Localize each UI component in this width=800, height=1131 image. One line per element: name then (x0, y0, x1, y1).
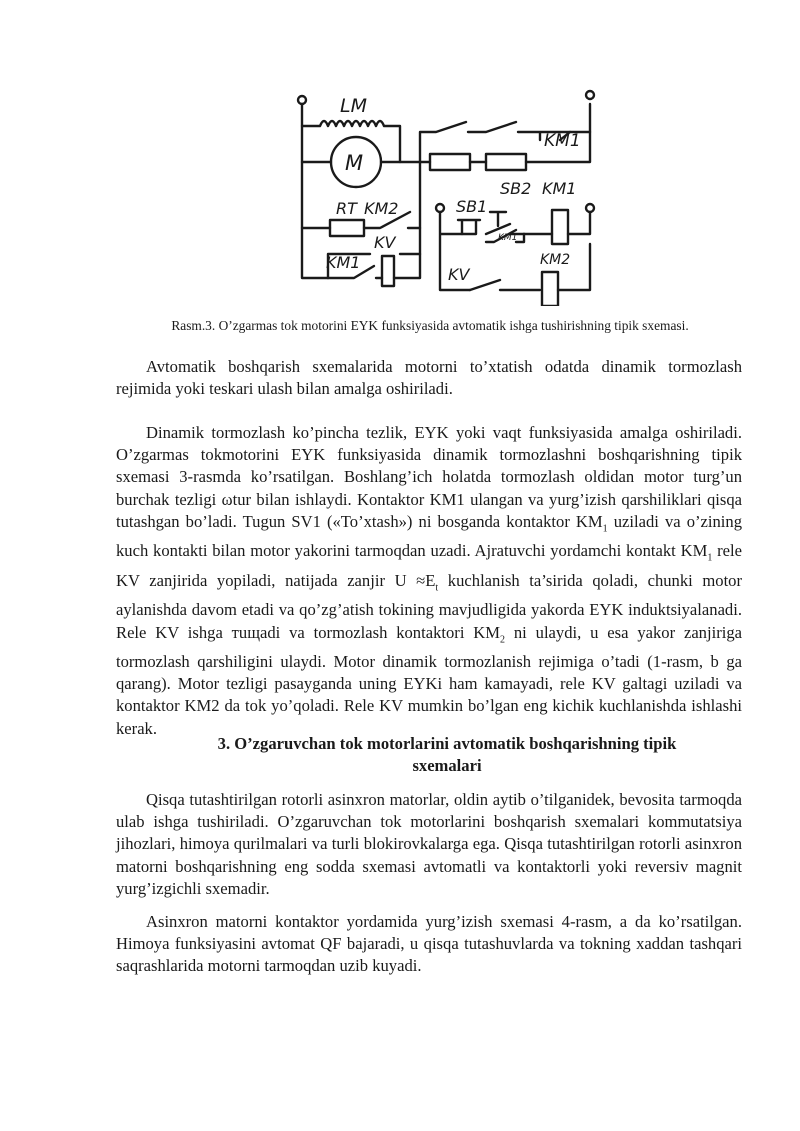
circuit-diagram (290, 84, 610, 306)
paragraph-2-part-d: kuchlanish ta’sirida qoladi, chunki motor aylanishda davom etadi va qo’zg’atish tokining mavjudligida yakorda EYK induktsiyalanadi. Rele KV ishga тuщadi va tormozlash kontaktori KM (116, 570, 743, 642)
label-kv-left: KV (374, 233, 396, 252)
label-kv-right: KV (448, 265, 470, 284)
figure-caption: Rasm.3. O’zgarmas tok motorini EYK funksiyasida avtomatik ishga tushirishning tipik sxemasi. (171, 318, 689, 333)
label-sb2: SB2 (500, 179, 532, 198)
paragraph-4 (116, 911, 742, 978)
kv-coil (382, 256, 394, 286)
label-rt: RT (336, 199, 357, 218)
km2-contact (364, 162, 420, 228)
label-km1-right: KM1 (542, 179, 577, 198)
paragraph-2-part-a: Dinamik tormozlash ko’pincha tezlik, EYK yoki vaqt funksiyasida amalga oshiriladi. O’zgarmas tokmotorini EYK funksiyasida dinamik tormozlashni boshqarishning tipik sxemasi 3-rasmda ko’rsatilgan. Boshlang’ich holatda tormozlash oldidan motor turg’un burchak tezligi ωtur bilan ishlaydi. Kontaktor KM1 ulangan va yurg’izish qarshiliklari qisqa tutashgan bo’ladi. Tugun SV1 («To’xtash») ni bosganda kontaktor KM (116, 423, 742, 531)
paragraph-3 (116, 789, 742, 900)
paragraph-2 (116, 422, 742, 740)
subscript-3: t (435, 582, 439, 594)
start-resistor-2 (486, 154, 526, 170)
left-bus-wire (302, 104, 328, 278)
subscript-2: 1 (707, 552, 713, 564)
sb2-button (486, 212, 524, 234)
paragraph-4-text: Asinxron matorni kontaktor yordamida yurg’izish sxemasi 4-rasm, a da ko’rsatilgan. Himoya funksiyasini avtomat QF bajaradi, u qisqa tutashuvlarda va tokning xaddan tashqari saqrashlarida motorni tarmoqdan uzib kuyadi. (116, 912, 742, 976)
label-km2-right: KM2 (540, 252, 571, 268)
label-km2-left: KM2 (364, 199, 399, 218)
kv-contact (470, 280, 540, 290)
paragraph-1 (116, 356, 742, 400)
label-km1-left: KM1 (326, 253, 361, 272)
paragraph-2-part-b: uziladi va o’zining kuch kontakti bilan motor yakorini tarmoqdan uzadi. Ajratuvchi yordamchi kontakt KM (116, 511, 742, 561)
section-heading (116, 733, 742, 778)
label-km1-top: KM1 (544, 131, 581, 151)
braking-resistor-rt (330, 220, 364, 236)
label-km1-contact: KM1 (498, 233, 518, 243)
label-m: M (345, 151, 364, 175)
paragraph-2-text (116, 422, 742, 740)
section-heading-line-2: sxemalari (412, 756, 482, 776)
paragraph-2-part-e: ni ulaydi, u esa yakor zanjiriga tormozlash qarshiligini ulaydi. Motor dinamik tormozlanish rejimiga o’tadi (1-rasm, b ga qarang). Motor tezligi pasayganda uning EYKi ham kamayadi, rele KV galtagi uziladi va kontaktor KM2 da tok yo’qoladi. Rele KV mumkin bo’lgan eng kichik kuchlanishda ishlashi kerak. (116, 622, 742, 738)
km1-coil (552, 210, 568, 244)
label-lm: LM (340, 95, 367, 117)
paragraph-3-text: Qisqa tutashtirilgan rotorli asinxron matorlar, oldin aytib o’tilganidek, bevosita tarmoqda ulab ishga tushiriladi. O’zgaruvchan tok motorlarini boshqarish sxemalari kommutatsiya jihozlari, himoya qurilmalari va turli blokirovkalarga ega. Qisqa tutashtirilgan rotorli asinxron matorni boshqarishning eng sodda sxemasi avtomatli va kontaktorli yoki reversiv magnit yurg’izgichli sxemadir. (116, 790, 742, 898)
terminal-right (586, 91, 594, 99)
start-resistor-1 (430, 154, 470, 170)
subscript-4: 2 (500, 633, 506, 645)
paragraph-2-part-c: rele KV zanjirida yopiladi, natijada zanjir U ≈E (116, 541, 742, 590)
km1-coil-wires (524, 212, 590, 234)
label-sb1: SB1 (456, 197, 488, 216)
km2-coil (542, 272, 558, 306)
sb1-button (458, 220, 480, 234)
paragraph-1-text: Avtomatik boshqarish sxemalarida motorni to’xtatish odatda dinamik tormozlash rejimida yoki teskari ulash bilan amalga oshiriladi. (116, 357, 742, 399)
subscript-1: 1 (602, 523, 608, 535)
section-heading-line-1: 3. O’zgaruvchan tok motorlarini avtomatik boshqarishning tipik (217, 734, 677, 753)
